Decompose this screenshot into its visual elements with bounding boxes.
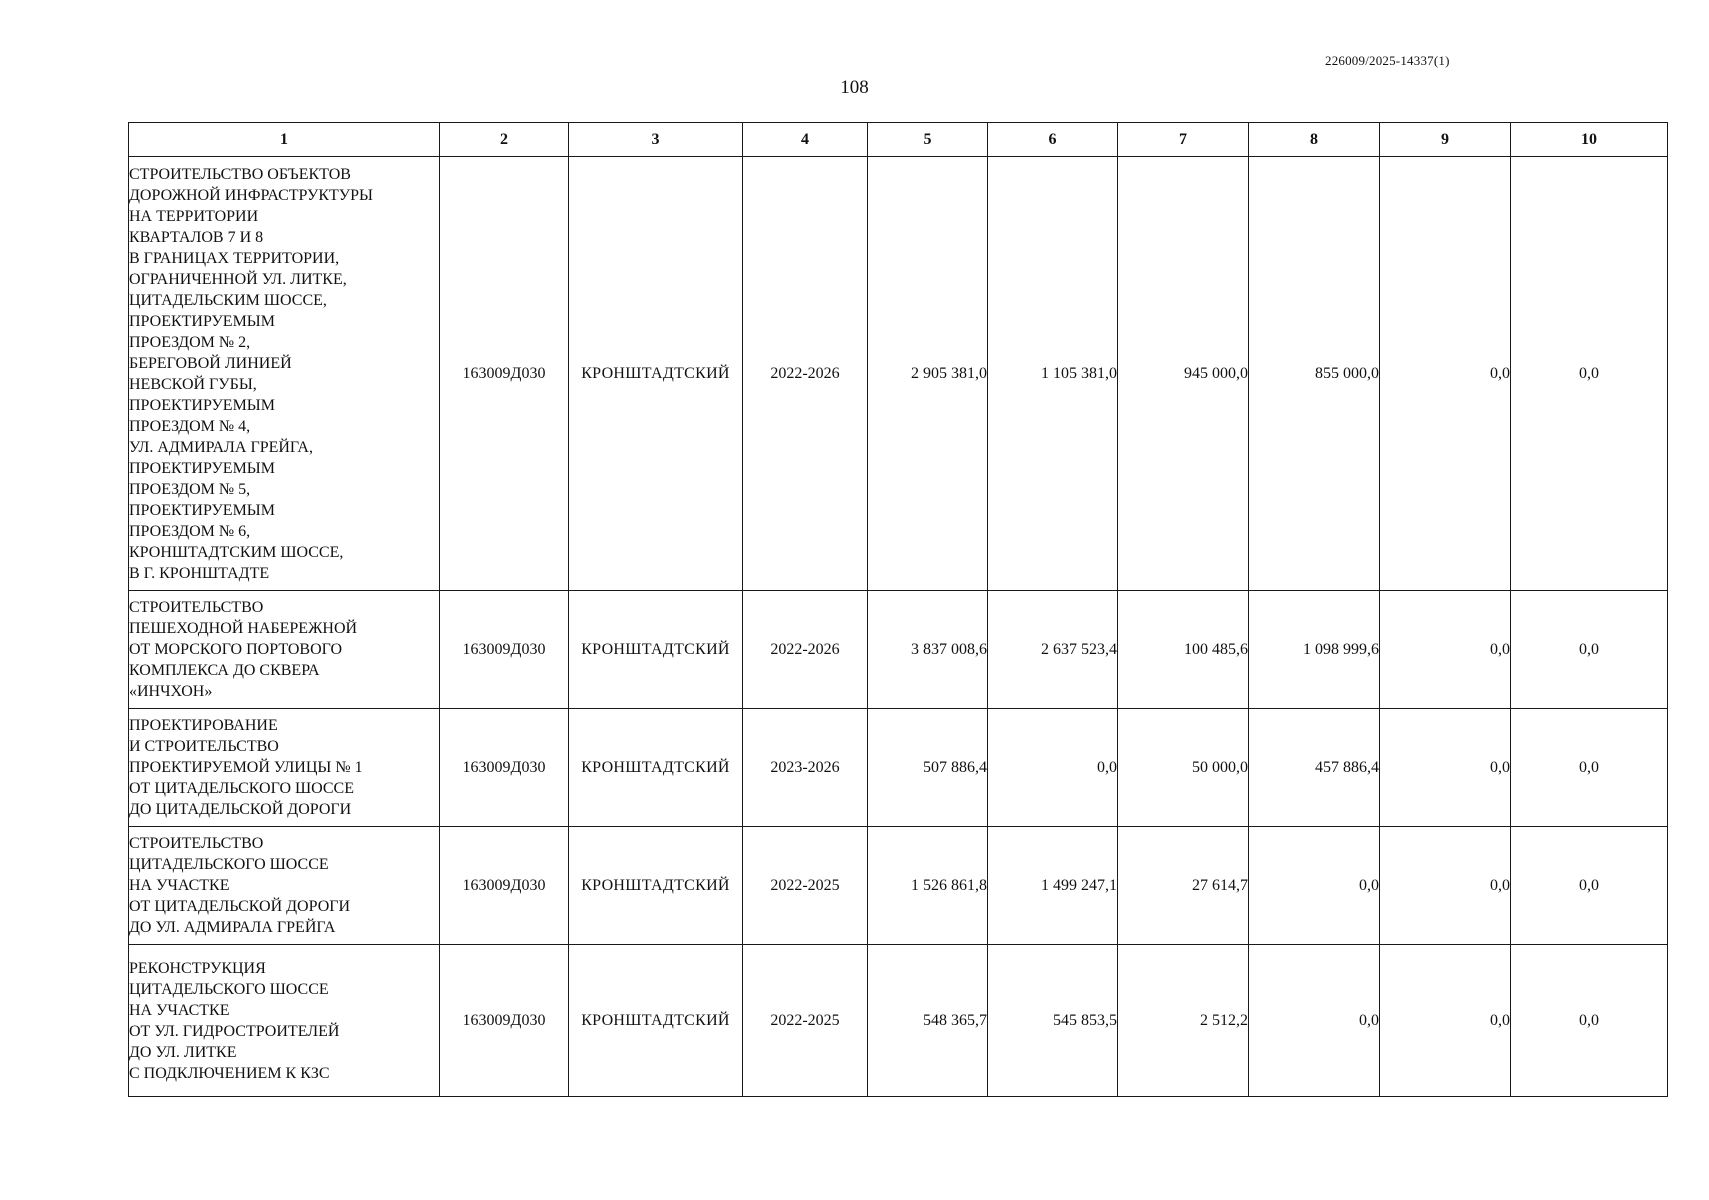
period-cell: 2023-2026 [743, 709, 868, 827]
column-header-10: 10 [1511, 123, 1668, 157]
object-description-line: ПРОЕКТИРУЕМЫМ [129, 396, 275, 414]
object-description-line: УЛ. АДМИРАЛА ГРЕЙГА, [129, 438, 313, 456]
value-col5-cell: 3 837 008,6 [868, 591, 988, 709]
district-cell: КРОНШТАДТСКИЙ [569, 945, 743, 1097]
district-cell: КРОНШТАДТСКИЙ [569, 709, 743, 827]
district-cell: КРОНШТАДТСКИЙ [569, 591, 743, 709]
object-description-line: НА УЧАСТКЕ [129, 877, 230, 894]
object-description-line: С ПОДКЛЮЧЕНИЕМ К КЗС [129, 1064, 330, 1082]
object-description-cell [129, 709, 440, 827]
value-col10-cell: 0,0 [1511, 591, 1668, 709]
value-col9-cell: 0,0 [1380, 157, 1511, 591]
code-cell: 163009Д030 [440, 157, 569, 591]
code-cell: 163009Д030 [440, 827, 569, 945]
object-description-line: СТРОИТЕЛЬСТВО [129, 599, 264, 616]
object-description-line: ПРОЕЗДОМ № 4, [129, 417, 251, 435]
table-row [129, 591, 1668, 709]
object-description-line: ПРОЕЗДОМ № 2, [129, 333, 251, 351]
value-col6-cell: 1 499 247,1 [988, 827, 1118, 945]
object-description-line: «ИНЧХОН» [129, 683, 213, 700]
value-col10-cell: 0,0 [1511, 157, 1668, 591]
value-col7-cell: 100 485,6 [1118, 591, 1249, 709]
object-description-line: СТРОИТЕЛЬСТВО ОБЪЕКТОВ [129, 165, 351, 183]
value-col9-cell: 0,0 [1380, 945, 1511, 1097]
column-header-7: 7 [1118, 123, 1249, 157]
object-description-line: ПРОЕЗДОМ № 6, [129, 522, 251, 540]
object-description-line: ОТ ЦИТАДЕЛЬСКОЙ ДОРОГИ [129, 898, 351, 915]
object-description-line: ДО ЦИТАДЕЛЬСКОЙ ДОРОГИ [129, 801, 352, 818]
value-col9-cell: 0,0 [1380, 827, 1511, 945]
object-description-cell [129, 827, 440, 945]
table-header [129, 123, 1668, 157]
object-description-line: ПРОЕКТИРУЕМЫМ [129, 459, 275, 477]
period-cell: 2022-2026 [743, 591, 868, 709]
value-col6-cell: 1 105 381,0 [988, 157, 1118, 591]
value-col6-cell: 0,0 [988, 709, 1118, 827]
object-description-line: ЦИТАДЕЛЬСКОГО ШОССЕ [129, 856, 329, 873]
object-description-line: ОТ УЛ. ГИДРОСТРОИТЕЛЕЙ [129, 1022, 340, 1040]
object-description-line: ЦИТАДЕЛЬСКОГО ШОССЕ [129, 980, 329, 998]
object-description-line: КРОНШТАДТСКИМ ШОССЕ, [129, 543, 344, 561]
code-cell: 163009Д030 [440, 591, 569, 709]
value-col8-cell: 0,0 [1249, 827, 1380, 945]
value-col7-cell: 2 512,2 [1118, 945, 1249, 1097]
value-col8-cell: 457 886,4 [1249, 709, 1380, 827]
column-header-6: 6 [988, 123, 1118, 157]
value-col7-cell: 27 614,7 [1118, 827, 1249, 945]
object-description-line: ПЕШЕХОДНОЙ НАБЕРЕЖНОЙ [129, 620, 358, 637]
object-description-line: ПРОЕКТИРОВАНИЕ [129, 717, 278, 734]
object-description-line: ОГРАНИЧЕННОЙ УЛ. ЛИТКЕ, [129, 270, 347, 288]
district-cell: КРОНШТАДТСКИЙ [569, 827, 743, 945]
object-description-line: ПРОЕКТИРУЕМОЙ УЛИЦЫ № 1 [129, 759, 363, 776]
value-col8-cell: 855 000,0 [1249, 157, 1380, 591]
value-col5-cell: 548 365,7 [868, 945, 988, 1097]
header-row [129, 123, 1668, 157]
object-description-line: ЦИТАДЕЛЬСКИМ ШОССЕ, [129, 291, 327, 309]
object-description-cell [129, 945, 440, 1097]
column-header-2: 2 [440, 123, 569, 157]
object-description-line: НА УЧАСТКЕ [129, 1001, 230, 1019]
object-description-line: ДО УЛ. АДМИРАЛА ГРЕЙГА [129, 919, 336, 936]
value-col6-cell: 2 637 523,4 [988, 591, 1118, 709]
column-header-3: 3 [569, 123, 743, 157]
value-col9-cell: 0,0 [1380, 709, 1511, 827]
object-description-line: БЕРЕГОВОЙ ЛИНИЕЙ [129, 354, 292, 372]
table-row [129, 157, 1668, 591]
value-col7-cell: 945 000,0 [1118, 157, 1249, 591]
object-description-line: ОТ ЦИТАДЕЛЬСКОГО ШОССЕ [129, 780, 354, 797]
table-row [129, 827, 1668, 945]
column-header-5: 5 [868, 123, 988, 157]
object-description-line: ПРОЕЗДОМ № 5, [129, 480, 251, 498]
object-description-line: В ГРАНИЦАХ ТЕРРИТОРИИ, [129, 249, 340, 267]
period-cell: 2022-2026 [743, 157, 868, 591]
object-description-cell [129, 591, 440, 709]
document-number: 226009/2025-14337(1) [1325, 53, 1450, 68]
object-description-line: НА ТЕРРИТОРИИ [129, 207, 259, 225]
value-col5-cell: 507 886,4 [868, 709, 988, 827]
object-description-line: НЕВСКОЙ ГУБЫ, [129, 375, 257, 393]
period-cell: 2022-2025 [743, 827, 868, 945]
value-col5-cell: 2 905 381,0 [868, 157, 988, 591]
period-cell: 2022-2025 [743, 945, 868, 1097]
object-description-line: ПРОЕКТИРУЕМЫМ [129, 501, 275, 519]
value-col7-cell: 50 000,0 [1118, 709, 1249, 827]
value-col8-cell: 0,0 [1249, 945, 1380, 1097]
table-row [129, 945, 1668, 1097]
object-description-line: В Г. КРОНШТАДТЕ [129, 564, 270, 582]
object-description-line: СТРОИТЕЛЬСТВО [129, 835, 264, 852]
code-cell: 163009Д030 [440, 709, 569, 827]
object-description-cell [129, 157, 440, 591]
value-col9-cell: 0,0 [1380, 591, 1511, 709]
value-col10-cell: 0,0 [1511, 709, 1668, 827]
object-description-line: ДОРОЖНОЙ ИНФРАСТРУКТУРЫ [129, 186, 373, 204]
code-cell: 163009Д030 [440, 945, 569, 1097]
column-header-4: 4 [743, 123, 868, 157]
object-description-line: ПРОЕКТИРУЕМЫМ [129, 312, 275, 330]
value-col10-cell: 0,0 [1511, 945, 1668, 1097]
table-body [129, 157, 1668, 1097]
object-description-line: КВАРТАЛОВ 7 И 8 [129, 228, 264, 246]
value-col8-cell: 1 098 999,6 [1249, 591, 1380, 709]
object-description-line: ОТ МОРСКОГО ПОРТОВОГО [129, 641, 343, 658]
object-description-line: И СТРОИТЕЛЬСТВО [129, 738, 279, 755]
object-description-line: КОМПЛЕКСА ДО СКВЕРА [129, 662, 320, 679]
object-description-line: ДО УЛ. ЛИТКЕ [129, 1043, 237, 1061]
value-col10-cell: 0,0 [1511, 827, 1668, 945]
column-header-1: 1 [129, 123, 440, 157]
column-header-9: 9 [1380, 123, 1511, 157]
value-col5-cell: 1 526 861,8 [868, 827, 988, 945]
value-col6-cell: 545 853,5 [988, 945, 1118, 1097]
district-cell: КРОНШТАДТСКИЙ [569, 157, 743, 591]
table-row [129, 709, 1668, 827]
page-number: 108 [840, 77, 869, 98]
program-table [128, 122, 1668, 1097]
object-description-line: РЕКОНСТРУКЦИЯ [129, 959, 266, 977]
column-header-8: 8 [1249, 123, 1380, 157]
